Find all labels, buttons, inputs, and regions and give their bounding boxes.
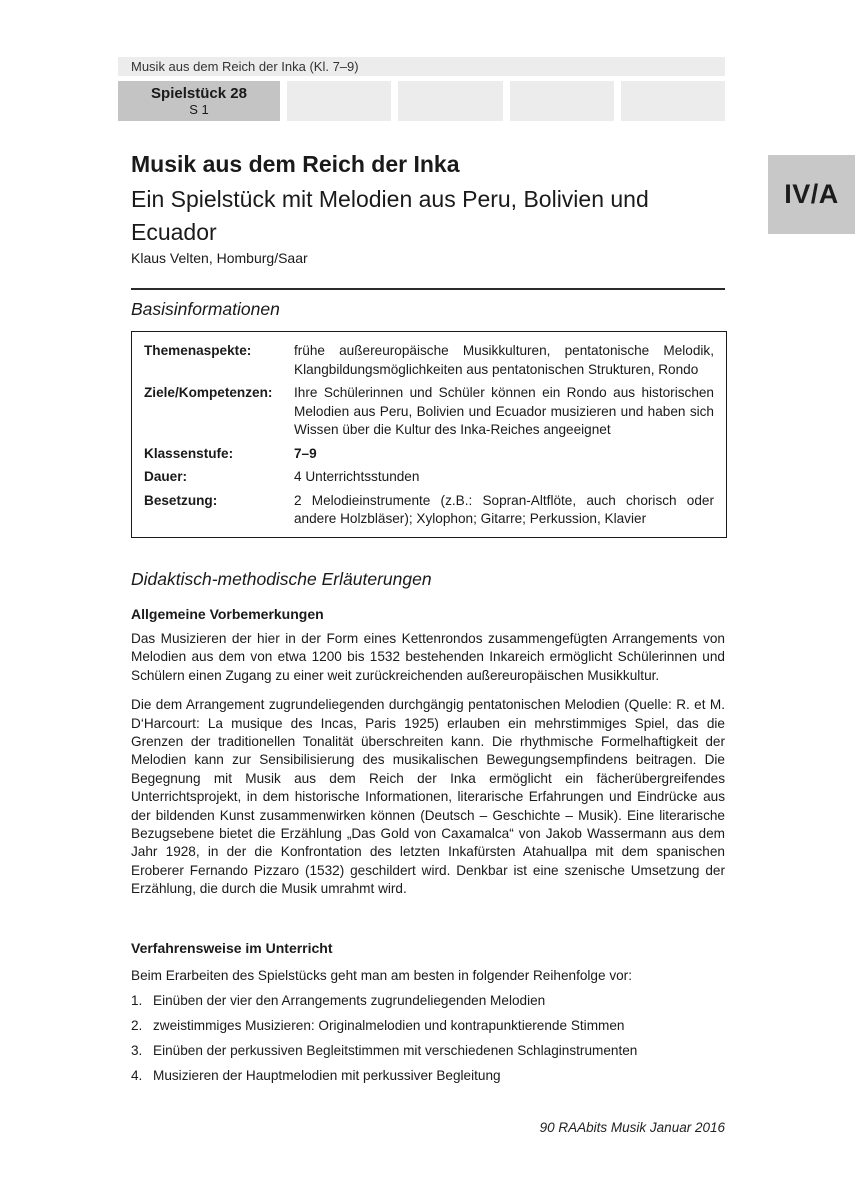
- row-label: Besetzung:: [144, 492, 218, 508]
- table-row: [144, 445, 714, 464]
- basisinformationen-table: [131, 331, 727, 538]
- tab-spielstueck: [118, 81, 280, 121]
- vorbemerkungen-heading: Allgemeine Vorbemerkungen: [131, 606, 324, 622]
- step-number: 2.: [131, 1018, 143, 1033]
- verfahrensweise-heading: Verfahrensweise im Unterricht: [131, 940, 333, 956]
- row-value: frühe außereuropäische Musikkulturen, pentatonische Melodik, Klangbildungsmöglichkeiten aus pentatonischen Strukturen, Rondo: [294, 343, 714, 377]
- author-line: Klaus Velten, Homburg/Saar: [131, 250, 308, 266]
- row-label: Klassenstufe:: [144, 445, 234, 461]
- row-value: 2 Melodieinstrumente (z.B.: Sopran-Altflöte, auch chorisch oder andere Holzbläser); Xylophon; Gitarre; Perkussion, Klavier: [294, 492, 714, 526]
- horizontal-rule: [131, 288, 725, 290]
- list-item: [131, 1067, 725, 1085]
- page-title: Musik aus dem Reich der Inka: [131, 151, 460, 177]
- table-row: [144, 492, 714, 529]
- step-text: Einüben der perkussiven Begleitstimmen mit verschiedenen Schlaginstrumenten: [153, 1043, 638, 1058]
- row-label: Themenaspekte:: [144, 343, 252, 358]
- row-label: Dauer:: [144, 469, 188, 484]
- list-intro: Beim Erarbeiten des Spielstücks geht man am besten in folgender Reihenfolge vor:: [131, 968, 632, 983]
- page-footer: 90 RAAbits Musik Januar 2016: [539, 1120, 725, 1135]
- paragraph: Das Musizieren der hier in der Form eines Kettenrondos zusammengefügten Arrangements von Melodien aus dem von etwa 1200 bis 1532 bestehenden Inkareich ermöglicht Schülerinnen und Schülern einen Zugang zu einer weit zurückreichenden außereuropäischen Musikkultur.: [131, 631, 725, 683]
- step-list: [131, 992, 725, 1092]
- header-strip: [118, 57, 725, 76]
- section-badge: IV/A: [768, 155, 855, 234]
- step-number: 1.: [131, 993, 143, 1008]
- table-row: [144, 384, 714, 440]
- row-value: Ihre Schülerinnen und Schüler können ein Rondo aus historischen Melodien aus Peru, Bolivien und Ecuador musizieren und haben sich Wissen über die Kultur des Inka-Reiches angeeignet: [294, 385, 714, 437]
- body-text: [131, 630, 725, 899]
- step-text: zweistimmiges Musizieren: Originalmelodien und kontrapunktierende Stimmen: [153, 1018, 625, 1033]
- tab-placeholder-4: [621, 81, 725, 121]
- page-subtitle: Ein Spielstück mit Melodien aus Peru, Bolivien und Ecuador: [131, 186, 649, 245]
- didaktik-heading: Didaktisch-methodische Erläuterungen: [131, 569, 432, 589]
- row-value: 4 Unterrichtsstunden: [294, 469, 420, 484]
- row-label: Ziele/Kompetenzen:: [144, 385, 273, 400]
- tab-code: S 1: [189, 102, 209, 117]
- tab-title: Spielstück 28: [151, 85, 247, 102]
- paragraph: Die dem Arrangement zugrundeliegenden durchgängig pentatonischen Melodien (Quelle: R. et M. D‘Harcourt: La musique des Incas, Paris 1925) erlauben ein mehrstimmiges Spiel, das die Grenzen der traditionellen Tonalität überschreiten kann. Die rhythmische Formelhaftigkeit der Melodien kann zur Sensibilisierung des musikalischen Bewegungsempfindens beitragen. Die Begegnung mit Musik aus dem Reich der Inka ermöglicht ein fächerübergreifendes Unterrichtsprojekt, in dem historische Informationen, literarische Erfahrungen und Eindrücke aus der bildenden Kunst zusammenwirken können (Deutsch – Geschichte – Musik). Eine literarische Bezugsebene bietet die Erzählung „Das Gold von Caxamalca“ von Jakob Wassermann aus dem Jahr 1928, in der die Konfrontation des letzten Inkafürsten Atahuallpa mit dem spanischen Eroberer Fernando Pizzaro (1532) geschildert wird. Denkbar ist eine szenische Umsetzung der Erzählung, die durch die Musik umrahmt wird.: [131, 697, 725, 897]
- tab-row: [118, 81, 725, 121]
- step-text: Einüben der vier den Arrangements zugrundeliegenden Melodien: [153, 993, 546, 1008]
- step-text: Musizieren der Hauptmelodien mit perkussiver Begleitung: [153, 1068, 501, 1083]
- tab-placeholder-1: [287, 81, 391, 121]
- list-item: [131, 992, 725, 1010]
- row-value: 7–9: [294, 445, 317, 461]
- list-item: [131, 1017, 725, 1035]
- tab-placeholder-2: [398, 81, 502, 121]
- tab-placeholder-3: [510, 81, 614, 121]
- table-row: [144, 342, 714, 379]
- step-number: 3.: [131, 1043, 143, 1058]
- header-strip-label: Musik aus dem Reich der Inka (Kl. 7–9): [131, 59, 359, 74]
- step-number: 4.: [131, 1068, 143, 1083]
- list-item: [131, 1042, 725, 1060]
- table-row: [144, 468, 714, 487]
- basisinformationen-heading: Basisinformationen: [131, 299, 280, 319]
